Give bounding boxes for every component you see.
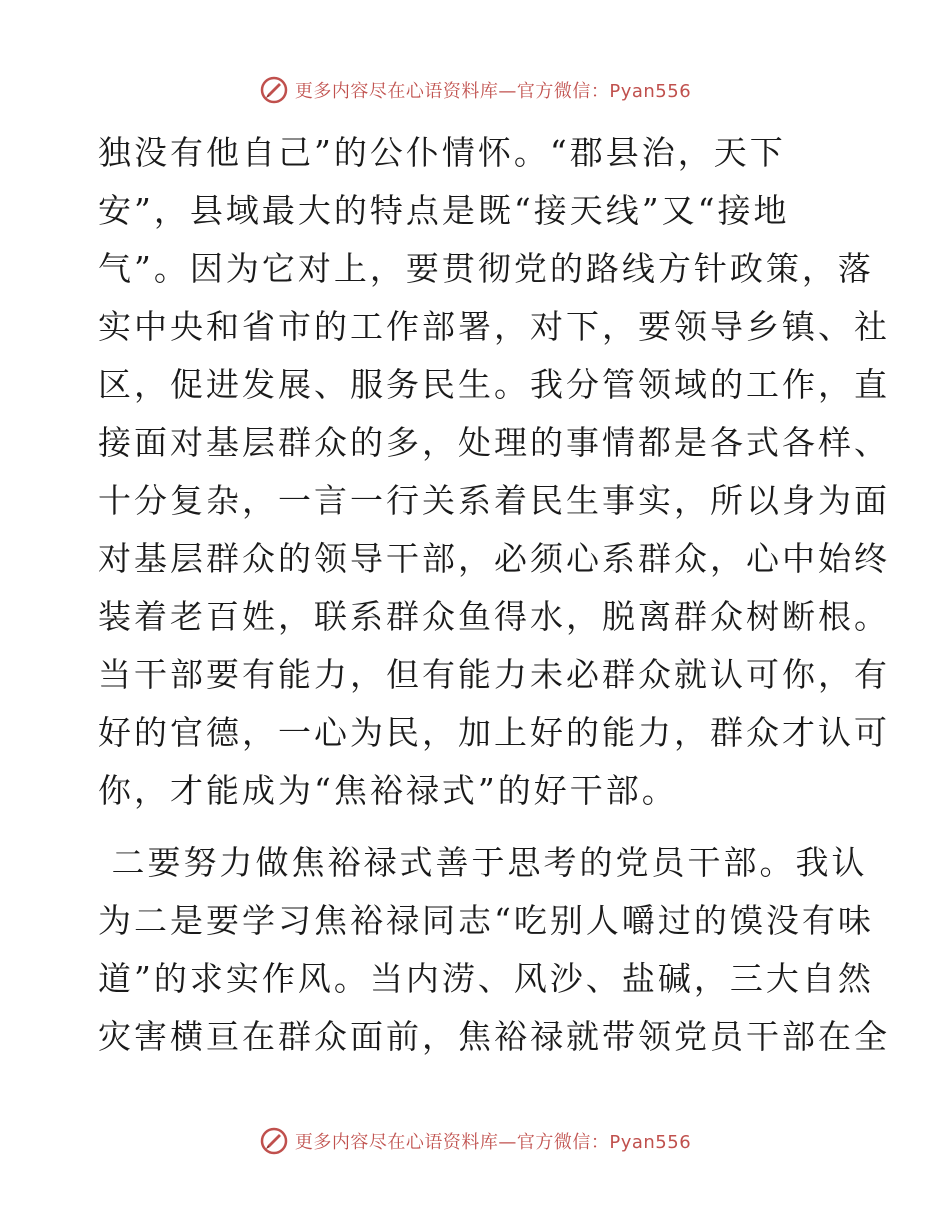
paragraph-2 <box>98 834 890 1066</box>
text-line: 好的官德，一心为民，加上好的能力，群众才认可 <box>98 713 890 752</box>
text-line: 为二是要学习焦裕禄同志“吃别人嚼过的馍没有味 <box>98 901 874 940</box>
text-line: 灾害横亘在群众面前，焦裕禄就带领党员干部在全 <box>98 1017 890 1056</box>
header-banner-text: 更多内容尽在心语资料库—官方微信：Pyan556 <box>294 81 692 102</box>
header-banner <box>0 70 950 110</box>
text-line: 装着老百姓，联系群众鱼得水，脱离群众树断根。 <box>98 597 890 636</box>
text-line: 当干部要有能力，但有能力未必群众就认可你，有 <box>98 655 890 694</box>
text-line: 接面对基层群众的多，处理的事情都是各式各样、 <box>98 423 890 462</box>
text-line: 十分复杂，一言一行关系着民生事实，所以身为面 <box>98 481 890 520</box>
text-line: 二要努力做焦裕禄式善于思考的党员干部。我认 <box>98 843 868 882</box>
logo-icon <box>259 1126 289 1156</box>
paragraph-spacer <box>98 820 858 834</box>
footer-banner <box>0 1121 950 1161</box>
document-body <box>98 124 890 1066</box>
text-line: 区，促进发展、服务民生。我分管领域的工作，直 <box>98 365 890 404</box>
text-line: 道”的求实作风。当内涝、风沙、盐碱，三大自然 <box>98 959 874 998</box>
text-line: 安”，县域最大的特点是既“接天线”又“接地 <box>98 191 790 230</box>
text-line: 实中央和省市的工作部署，对下，要领导乡镇、社 <box>98 307 890 346</box>
text-line: 独没有他自己”的公仆情怀。“郡县治，天下 <box>98 133 786 172</box>
logo-icon <box>259 75 289 105</box>
footer-banner-text: 更多内容尽在心语资料库—官方微信：Pyan556 <box>294 1132 692 1153</box>
paragraph-1 <box>98 124 890 820</box>
text-line: 气”。因为它对上，要贯彻党的路线方针政策，落 <box>98 249 874 288</box>
text-line: 对基层群众的领导干部，必须心系群众，心中始终 <box>98 539 890 578</box>
text-line: 你，才能成为“焦裕禄式”的好干部。 <box>98 771 678 810</box>
